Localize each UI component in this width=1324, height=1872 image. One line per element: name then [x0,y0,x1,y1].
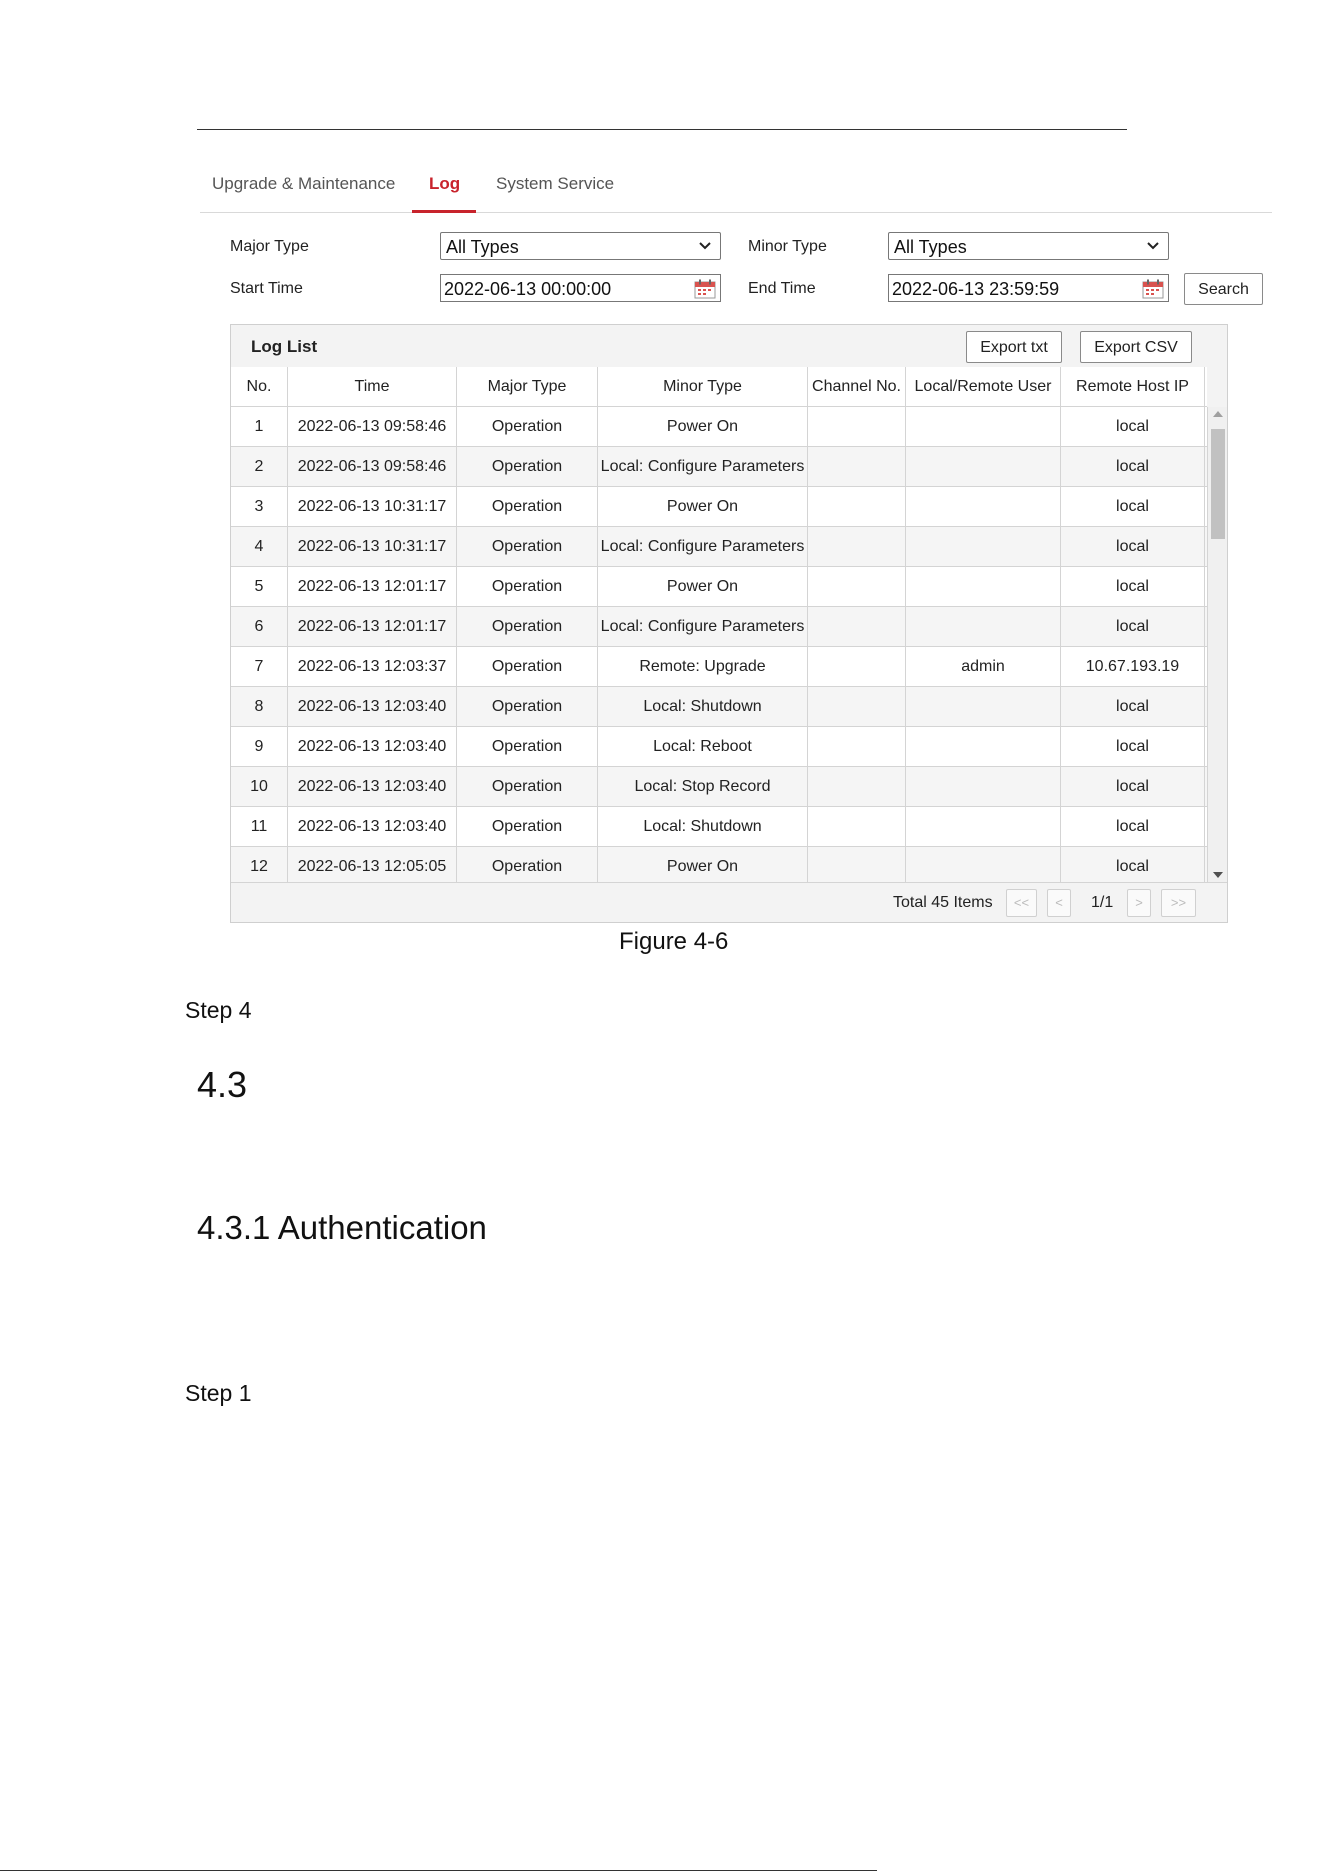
next-page-button[interactable]: > [1127,889,1151,917]
calendar-icon[interactable] [1142,279,1164,299]
prev-page-button[interactable]: < [1047,889,1071,917]
cell-channel-no [808,687,906,726]
cell-local-remote-user [906,767,1061,806]
cell-time: 2022-06-13 12:03:40 [288,687,457,726]
cell-remote-host-ip: local [1061,407,1205,446]
cell-remote-host-ip: local [1061,807,1205,846]
cell-time: 2022-06-13 12:05:05 [288,847,457,882]
cell-channel-no [808,647,906,686]
cell-minor-type: Power On [598,847,808,882]
cell-remote-host-ip: local [1061,687,1205,726]
column-header-remote-host-ip[interactable]: Remote Host IP [1061,367,1205,406]
end-time-label: End Time [748,280,816,297]
footer-rule [0,1870,877,1871]
cell-remote-host-ip: local [1061,527,1205,566]
cell-no: 9 [231,727,288,766]
cell-no: 11 [231,807,288,846]
cell-local-remote-user [906,847,1061,882]
cell-local-remote-user [906,447,1061,486]
page-indicator: 1/1 [1091,894,1114,911]
cell-local-remote-user [906,407,1061,446]
end-time-input[interactable] [888,274,1169,302]
cell-no: 12 [231,847,288,882]
active-tab-indicator [412,210,476,213]
cell-channel-no [808,447,906,486]
chevron-down-icon [1146,238,1160,252]
cell-minor-type: Power On [598,567,808,606]
column-header-time[interactable]: Time [288,367,457,406]
major-type-label: Major Type [230,238,309,255]
minor-type-label: Minor Type [748,238,827,255]
total-items-text: Total 45 Items [893,894,993,911]
column-header-local-remote-user[interactable]: Local/Remote User [906,367,1061,406]
cell-channel-no [808,527,906,566]
cell-major-type: Operation [457,807,598,846]
cell-time: 2022-06-13 12:03:40 [288,807,457,846]
tab-upgrade-maintenance[interactable]: Upgrade & Maintenance [212,174,396,193]
log-list-title: Log List [251,337,318,356]
cell-time: 2022-06-13 12:01:17 [288,607,457,646]
column-header-major-type[interactable]: Major Type [457,367,598,406]
section-heading-4-3-1: 4.3.1 Authentication [197,1209,487,1246]
cell-channel-no [808,847,906,882]
table-row[interactable] [231,407,1207,447]
table-row[interactable] [231,607,1207,647]
search-button[interactable]: Search [1184,273,1263,305]
last-page-button[interactable]: >> [1161,889,1196,917]
start-time-input[interactable] [440,274,721,302]
cell-channel-no [808,727,906,766]
cell-channel-no [808,567,906,606]
cell-local-remote-user [906,567,1061,606]
cell-no: 4 [231,527,288,566]
cell-channel-no [808,487,906,526]
cell-minor-type: Local: Configure Parameters [598,447,808,486]
table-row[interactable] [231,527,1207,567]
cell-time: 2022-06-13 12:03:40 [288,727,457,766]
table-row[interactable] [231,487,1207,527]
log-list-header [231,325,1227,367]
cell-local-remote-user: admin [906,647,1061,686]
cell-major-type: Operation [457,487,598,526]
cell-major-type: Operation [457,567,598,606]
cell-local-remote-user [906,687,1061,726]
tab-log[interactable]: Log [429,174,461,193]
cell-minor-type: Remote: Upgrade [598,647,808,686]
cell-local-remote-user [906,727,1061,766]
end-time-value: 2022-06-13 23:59:59 [892,279,1060,299]
table-row[interactable] [231,847,1207,882]
cell-major-type: Operation [457,527,598,566]
cell-major-type: Operation [457,447,598,486]
cell-channel-no [808,767,906,806]
tab-system-service[interactable]: System Service [496,174,615,193]
cell-minor-type: Local: Configure Parameters [598,607,808,646]
cell-time: 2022-06-13 12:03:40 [288,767,457,806]
figure-caption: Figure 4-6 [619,928,729,955]
table-scrollbar[interactable] [1207,407,1227,882]
step-4-label: Step 4 [185,997,252,1023]
table-body [231,407,1207,882]
cell-major-type: Operation [457,647,598,686]
cell-minor-type: Local: Shutdown [598,807,808,846]
cell-local-remote-user [906,607,1061,646]
scroll-thumb[interactable] [1211,429,1225,539]
cell-local-remote-user [906,487,1061,526]
step-1-label: Step 1 [185,1380,252,1406]
cell-no: 7 [231,647,288,686]
cell-no: 1 [231,407,288,446]
cell-major-type: Operation [457,607,598,646]
cell-minor-type: Power On [598,487,808,526]
minor-type-select[interactable] [888,232,1169,260]
export-csv-button[interactable]: Export CSV [1080,331,1192,363]
cell-major-type: Operation [457,407,598,446]
cell-remote-host-ip: local [1061,607,1205,646]
table-row[interactable] [231,807,1207,847]
cell-local-remote-user [906,527,1061,566]
first-page-button[interactable]: << [1006,889,1037,917]
cell-minor-type: Local: Shutdown [598,687,808,726]
table-row[interactable] [231,767,1207,807]
cell-remote-host-ip: local [1061,487,1205,526]
start-time-value: 2022-06-13 00:00:00 [444,279,612,299]
column-header-minor-type[interactable]: Minor Type [598,367,808,406]
cell-minor-type: Local: Configure Parameters [598,527,808,566]
table-row[interactable] [231,447,1207,487]
cell-major-type: Operation [457,687,598,726]
cell-remote-host-ip: 10.67.193.19 [1061,647,1205,686]
major-type-select[interactable] [440,232,721,260]
tab-bar [200,160,1272,213]
cell-remote-host-ip: local [1061,767,1205,806]
table-header-row [231,367,1207,407]
cell-time: 2022-06-13 12:03:37 [288,647,457,686]
log-list-footer [231,882,1227,922]
cell-time: 2022-06-13 10:31:17 [288,487,457,526]
table-row[interactable] [231,647,1207,687]
cell-no: 2 [231,447,288,486]
cell-time: 2022-06-13 09:58:46 [288,407,457,446]
cell-no: 3 [231,487,288,526]
chevron-down-icon [698,238,712,252]
calendar-icon[interactable] [694,279,716,299]
header-rule [197,129,1127,130]
cell-local-remote-user [906,807,1061,846]
scroll-up-arrow-icon[interactable] [1213,411,1223,417]
major-type-value: All Types [446,237,519,257]
cell-no: 5 [231,567,288,606]
cell-channel-no [808,407,906,446]
cell-remote-host-ip: local [1061,567,1205,606]
cell-no: 8 [231,687,288,726]
log-list-panel [230,324,1228,923]
cell-channel-no [808,607,906,646]
start-time-label: Start Time [230,280,303,297]
cell-time: 2022-06-13 10:31:17 [288,527,457,566]
cell-channel-no [808,807,906,846]
cell-major-type: Operation [457,767,598,806]
table-row[interactable] [231,687,1207,727]
cell-major-type: Operation [457,847,598,882]
cell-minor-type: Local: Stop Record [598,767,808,806]
section-heading-4-3: 4.3 [197,1064,248,1105]
cell-no: 10 [231,767,288,806]
table-row[interactable] [231,727,1207,767]
cell-time: 2022-06-13 12:01:17 [288,567,457,606]
cell-remote-host-ip: local [1061,727,1205,766]
minor-type-value: All Types [894,237,967,257]
column-header-no[interactable]: No. [231,367,288,406]
table-row[interactable] [231,567,1207,607]
cell-remote-host-ip: local [1061,847,1205,882]
cell-time: 2022-06-13 09:58:46 [288,447,457,486]
export-txt-button[interactable]: Export txt [966,331,1062,363]
cell-minor-type: Power On [598,407,808,446]
scroll-down-arrow-icon[interactable] [1213,872,1223,878]
cell-major-type: Operation [457,727,598,766]
cell-minor-type: Local: Reboot [598,727,808,766]
log-table [231,367,1207,875]
cell-no: 6 [231,607,288,646]
cell-remote-host-ip: local [1061,447,1205,486]
column-header-channel-no[interactable]: Channel No. [808,367,906,406]
